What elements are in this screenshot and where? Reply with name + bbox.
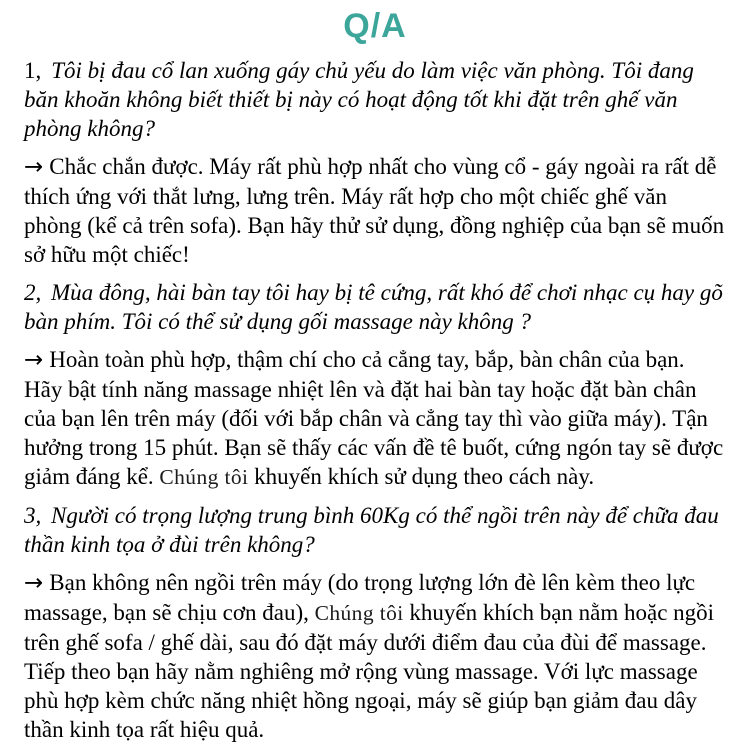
answer-3	[24, 568, 726, 744]
answer-3-text-part-3: khuyến khích bạn nằm hoặc ngồi trên ghế sofa / ghế dài, sau đó đặt máy dưới điểm đau của đùi để massage. Tiếp theo bạn hãy nằm nghiêng mở rộng vùng massage. Với lực massage phù hợp kèm chức năng nhiệt hồng ngoại, máy sẽ giúp bạn giảm đau dây thần kinh tọa rất hiệu quả.	[24, 600, 715, 742]
answer-1-text: Chắc chắn được. Máy rất phù hợp nhất cho vùng cổ - gáy ngoài ra rất dễ thích ứng với thắt lưng, lưng trên. Máy rất hợp cho một chiếc ghế văn phòng (kể cả trên sofa). Bạn hãy thử sử dụng, đồng nghiệp của bạn sẽ muốn sở hữu một chiếc!	[24, 154, 725, 267]
question-3-text: Người có trọng lượng trung bình 60Kg có thể ngồi trên này để chữa đau thần kinh tọa ở đùi trên không?	[24, 503, 719, 557]
right-arrow-icon: →	[24, 570, 44, 596]
question-3	[24, 501, 726, 559]
page-title: Q/A	[343, 7, 407, 45]
answer-2-text-part-1: Hoàn toàn phù hợp, thậm chí cho cả cẳng tay, bắp, bàn chân của bạn. Hãy bật tính năng massage nhiệt lên và đặt hai bàn tay hoặc đặt bàn chân của bạn lên trên máy (đối với bắp chân và cẳng tay thì vào giữa máy). Tận hưởng trong 15 phút. Bạn sẽ thấy các vấn đề tê buốt, cứng ngón tay sẽ được giảm đáng kể.	[24, 347, 724, 489]
answer-2	[24, 345, 726, 492]
qa-item-1	[24, 56, 726, 269]
qa-item-3	[24, 501, 726, 744]
question-2-text: Mùa đông, hài bàn tay tôi hay bị tê cứng, rất khó để chơi nhạc cụ hay gõ bàn phím. Tôi có thể sử dụng gối massage này không ?	[24, 280, 723, 334]
question-1	[24, 56, 726, 143]
right-arrow-icon: →	[24, 154, 44, 180]
question-3-number: 3,	[24, 503, 42, 528]
qa-item-2	[24, 278, 726, 492]
answer-2-text-part-2: Chúng tôi	[159, 465, 249, 489]
answer-3-text-part-1: Bạn không nên ngồi trên máy (do trọng lượng lớn đè lên kèm theo lực massage, bạn sẽ chịu cơn đau),	[24, 570, 696, 625]
answer-1	[24, 152, 726, 269]
answer-3-text-part-2: Chúng tôi	[314, 601, 404, 625]
question-2-number: 2,	[24, 280, 42, 305]
answer-2-text-part-3: khuyến khích sử dụng theo cách này.	[254, 464, 595, 489]
question-1-number: 1,	[24, 58, 42, 83]
question-2	[24, 278, 726, 336]
question-1-text: Tôi bị đau cổ lan xuống gáy chủ yếu do làm việc văn phòng. Tôi đang băn khoăn không biết thiết bị này có hoạt động tốt khi đặt trên ghế văn phòng không?	[24, 58, 694, 141]
right-arrow-icon: →	[24, 347, 44, 373]
